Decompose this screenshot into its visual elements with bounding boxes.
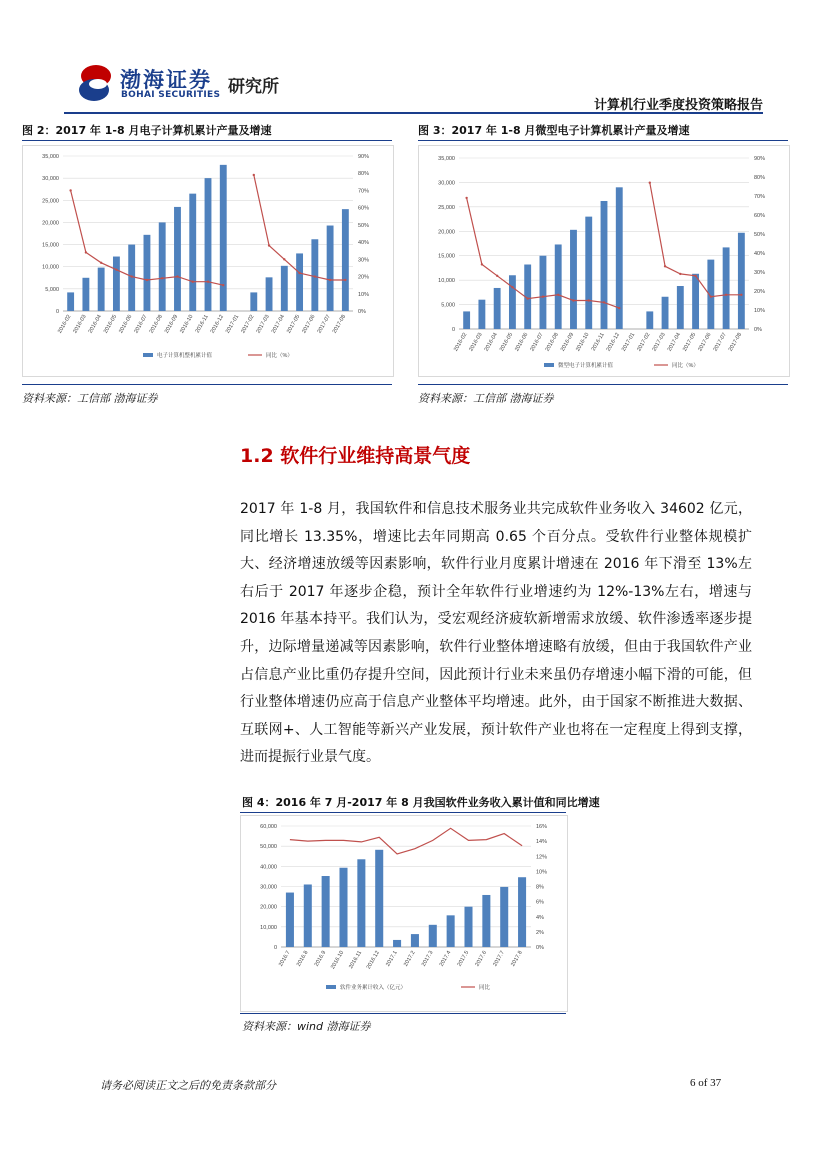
- x-tick-label: 2016-06: [118, 314, 134, 335]
- bar: [692, 274, 699, 329]
- x-tick-label: 2017-04: [666, 332, 683, 353]
- x-tick-label: 2016-10: [575, 332, 591, 353]
- bar: [509, 275, 516, 329]
- x-tick-label: 2017-04: [270, 314, 287, 335]
- x-tick-label: 2016-06: [514, 332, 530, 353]
- fig2-caption-rule: [22, 140, 392, 141]
- bar: [585, 217, 592, 329]
- y-tick-right: 12%: [536, 854, 548, 861]
- x-tick-label: 2017.8: [510, 950, 524, 968]
- x-tick-label: 2017.7: [492, 950, 506, 968]
- bar: [411, 934, 419, 947]
- x-tick-label: 2016-10: [179, 314, 195, 335]
- y-tick-left: 15,000: [42, 242, 59, 249]
- bar: [478, 300, 485, 329]
- x-tick-label: 2016-07: [133, 314, 149, 335]
- fig2-chart-svg: [23, 146, 393, 376]
- legend-swatch-bar: [326, 985, 336, 989]
- y-tick-right: 30%: [358, 257, 370, 264]
- x-tick-label: 2016-03: [468, 332, 484, 353]
- y-tick-right: 60%: [358, 205, 370, 212]
- bar: [82, 278, 89, 311]
- x-tick-label: 2016-07: [529, 332, 545, 353]
- y-tick-right: 40%: [754, 251, 766, 257]
- bar: [250, 292, 257, 311]
- bohai-logo-icon: [78, 62, 114, 104]
- y-tick-left: 0: [55, 309, 59, 315]
- y-tick-left: 5,000: [45, 286, 59, 293]
- legend-swatch-bar: [143, 353, 153, 357]
- fig2-caption: 图 2：2017 年 1-8 月电子计算机累计产量及增速: [22, 124, 272, 137]
- fig4-chart: [240, 815, 568, 1012]
- y-tick-left: 10,000: [42, 264, 59, 271]
- fig3-source-rule: [418, 384, 788, 385]
- bar: [281, 266, 288, 311]
- bar: [304, 884, 312, 947]
- y-tick-left: 30,000: [260, 884, 277, 891]
- x-tick-label: 2017-05: [682, 332, 698, 353]
- fig2-chart: [22, 145, 394, 377]
- y-tick-right: 16%: [536, 824, 548, 830]
- y-tick-right: 80%: [754, 175, 766, 181]
- x-tick-label: 2016-09: [559, 332, 576, 353]
- y-tick-right: 20%: [754, 289, 766, 295]
- y-tick-right: 6%: [536, 899, 544, 906]
- fig3-chart-svg: [419, 146, 789, 376]
- y-tick-right: 60%: [754, 213, 766, 219]
- y-tick-left: 5,000: [441, 302, 455, 309]
- bar: [555, 244, 562, 329]
- y-tick-left: 0: [273, 945, 277, 951]
- bar: [327, 226, 334, 311]
- bar: [500, 887, 508, 947]
- x-tick-label: 2017-07: [316, 314, 332, 335]
- y-tick-right: 2%: [536, 929, 544, 936]
- bar: [494, 288, 501, 329]
- x-tick-label: 2016-09: [163, 314, 180, 335]
- y-tick-right: 90%: [754, 156, 766, 162]
- x-tick-label: 2016.9: [313, 950, 328, 968]
- y-tick-left: 35,000: [42, 154, 59, 160]
- bar: [464, 907, 472, 947]
- x-tick-label: 2016-11: [194, 314, 210, 335]
- x-tick-label: 2016.10: [330, 950, 346, 971]
- x-tick-label: 2017.6: [474, 950, 489, 968]
- x-tick-label: 2017.3: [420, 950, 435, 968]
- y-tick-left: 10,000: [438, 278, 455, 285]
- bar: [286, 893, 294, 947]
- y-tick-right: 8%: [536, 884, 544, 891]
- bar: [429, 925, 437, 947]
- y-tick-right: 4%: [536, 914, 544, 921]
- fig4-source-rule: [240, 1013, 566, 1014]
- footer-disclaimer: 请务必阅读正文之后的免责条款部分: [100, 1079, 276, 1092]
- legend-label: 电子计算机整机累计值: [157, 353, 213, 359]
- fig4-source: 资料来源：wind 渤海证券: [242, 1020, 371, 1033]
- header-divider: [64, 112, 763, 114]
- legend-label: 微型电子计算机累计值: [558, 363, 614, 369]
- fig3-chart: [418, 145, 790, 377]
- fig2-source-rule: [22, 384, 392, 385]
- y-tick-right: 70%: [754, 194, 766, 200]
- y-tick-left: 50,000: [260, 844, 277, 851]
- bar: [174, 207, 181, 311]
- x-tick-label: 2017-08: [331, 314, 348, 335]
- section-paragraph: 2017 年 1-8 月，我国软件和信息技术服务业共完成软件业务收入 34602 亿元，同比增长 13.35%，增速比去年同期高 0.65 个百分点。受软件行业整体规模扩大、经济增速放缓等因素影响，软件行业月度累计增速在 2016 年下滑至 13%左右后于 2017 年逐步企稳，预计全年软件行业增速约为 12%-13%左右，增速与 2016 年基本持平。我们认为，受宏观经济疲软新增需求放缓、软件渗透率逐步提升，边际增量递减等因素影响，软件行业整体增速略有放缓，但由于我国软件产业占信息产业比重仍存提升空间，因此预计行业未来虽仍存增速小幅下滑的可能，但行业整体增速仍应高于信息产业整体平均增速。此外，由于国家不断推进大数据、互联网+、人工智能等新兴产业发展，预计软件产业也将在一定程度上得到支撑，进而提振行业景气度。: [240, 501, 752, 766]
- x-tick-label: 2016-08: [544, 332, 560, 353]
- x-tick-label: 2017-02: [636, 332, 652, 353]
- x-tick-label: 2016.11: [348, 950, 364, 970]
- y-tick-left: 15,000: [438, 253, 455, 260]
- page-number: 6 of 37: [690, 1077, 722, 1089]
- bar: [296, 253, 303, 311]
- y-tick-left: 20,000: [438, 229, 455, 236]
- bar: [357, 859, 365, 947]
- y-tick-right: 14%: [536, 839, 548, 846]
- y-tick-left: 20,000: [260, 904, 277, 911]
- y-tick-left: 25,000: [438, 204, 455, 211]
- x-tick-label: 2016-12: [605, 332, 621, 353]
- y-tick-right: 10%: [536, 869, 548, 876]
- y-tick-right: 0%: [536, 945, 544, 951]
- bar: [393, 940, 401, 947]
- y-tick-right: 50%: [754, 232, 766, 238]
- fig4-chart-svg: [241, 816, 567, 1011]
- institute-label: 研究所: [228, 77, 279, 97]
- x-tick-label: 2016.8: [295, 950, 310, 968]
- y-tick-left: 35,000: [438, 156, 455, 162]
- logo-chinese: 渤海证券: [120, 68, 212, 92]
- bar: [677, 286, 684, 329]
- fig4-caption: 图 4：2016 年 7 月-2017 年 8 月我国软件业务收入累计值和同比增速: [242, 796, 600, 809]
- y-tick-left: 30,000: [438, 180, 455, 187]
- x-tick-label: 2016-02: [57, 314, 73, 335]
- legend-swatch-bar: [544, 363, 554, 367]
- y-tick-right: 20%: [358, 274, 370, 281]
- x-tick-label: 2017.1: [385, 950, 399, 968]
- x-tick-label: 2017-01: [224, 314, 241, 335]
- bar: [67, 292, 74, 311]
- bar: [266, 277, 273, 311]
- bar: [159, 222, 166, 311]
- x-tick-label: 2016-08: [148, 314, 164, 335]
- y-tick-right: 0%: [358, 309, 366, 315]
- y-tick-right: 10%: [754, 308, 766, 314]
- y-tick-left: 40,000: [260, 864, 277, 871]
- legend-label: 同比: [479, 985, 491, 991]
- x-tick-label: 2017-03: [651, 332, 667, 353]
- x-tick-label: 2017-02: [240, 314, 256, 335]
- fig2-source: 资料来源：工信部 渤海证券: [22, 392, 158, 405]
- bar: [463, 311, 470, 329]
- legend-label: 同比（%）: [672, 363, 699, 369]
- y-tick-left: 10,000: [260, 924, 277, 931]
- y-tick-right: 50%: [358, 222, 370, 229]
- x-tick-label: 2016-04: [483, 332, 499, 353]
- bar: [220, 165, 227, 311]
- fig3-source: 资料来源：工信部 渤海证券: [418, 392, 554, 405]
- y-tick-right: 30%: [754, 270, 766, 276]
- y-tick-right: 70%: [358, 188, 370, 195]
- fig3-caption: 图 3：2017 年 1-8 月微型电子计算机累计产量及增速: [418, 124, 690, 137]
- bar: [570, 230, 577, 329]
- section-title: 1.2 软件行业维持高景气度: [240, 445, 471, 467]
- x-tick-label: 2016-11: [590, 332, 606, 353]
- bar: [375, 850, 383, 947]
- x-tick-label: 2016.7: [278, 950, 292, 968]
- bar: [662, 297, 669, 329]
- x-tick-label: 2016-12: [209, 314, 225, 335]
- x-tick-label: 2017-06: [697, 332, 713, 353]
- bar: [723, 247, 730, 329]
- y-tick-right: 40%: [358, 240, 370, 247]
- report-title: 计算机行业季度投资策略报告: [593, 98, 763, 113]
- x-tick-label: 2016.12: [365, 950, 381, 971]
- fig4-caption-rule: [240, 812, 566, 813]
- x-tick-label: 2017-07: [712, 332, 728, 353]
- bar: [311, 239, 318, 311]
- x-tick-label: 2017-03: [255, 314, 271, 335]
- y-tick-left: 60,000: [260, 824, 277, 830]
- bar: [482, 895, 490, 947]
- y-tick-right: 90%: [358, 154, 370, 160]
- y-tick-right: 10%: [358, 291, 370, 298]
- x-tick-label: 2016-05: [498, 332, 515, 353]
- x-tick-label: 2016-02: [453, 332, 469, 353]
- y-tick-right: 0%: [754, 327, 762, 333]
- x-tick-label: 2016-03: [72, 314, 88, 335]
- x-tick-label: 2017-05: [286, 314, 302, 335]
- y-tick-right: 80%: [358, 171, 370, 178]
- logo-english: BOHAI SECURITIES: [121, 90, 221, 100]
- bar: [128, 245, 135, 311]
- bar: [447, 915, 455, 947]
- x-tick-label: 2017-08: [727, 332, 744, 353]
- y-tick-left: 0: [451, 327, 455, 333]
- x-tick-label: 2017-01: [620, 332, 637, 353]
- x-tick-label: 2017.5: [456, 950, 471, 968]
- bar: [144, 235, 151, 311]
- bar: [646, 311, 653, 329]
- bar: [540, 256, 547, 329]
- x-tick-label: 2017-06: [301, 314, 317, 335]
- bar: [518, 877, 526, 947]
- bar: [601, 201, 608, 329]
- bar: [342, 209, 349, 311]
- legend-label: 软件业务累计收入（亿元）: [340, 985, 407, 991]
- legend-label: 同比（%）: [266, 353, 293, 359]
- y-tick-left: 20,000: [42, 220, 59, 227]
- bar: [98, 268, 105, 311]
- x-tick-label: 2016-04: [87, 314, 103, 335]
- bar: [189, 194, 196, 311]
- bar: [113, 257, 120, 311]
- y-tick-left: 30,000: [42, 176, 59, 183]
- bar: [322, 876, 330, 947]
- y-tick-left: 25,000: [42, 198, 59, 205]
- bar: [339, 868, 347, 947]
- x-tick-label: 2017.4: [438, 950, 453, 968]
- series-line: [290, 828, 522, 854]
- bar: [738, 233, 745, 329]
- x-tick-label: 2017.2: [403, 950, 417, 968]
- bar: [205, 178, 212, 311]
- x-tick-label: 2016-05: [102, 314, 119, 335]
- fig3-caption-rule: [418, 140, 788, 141]
